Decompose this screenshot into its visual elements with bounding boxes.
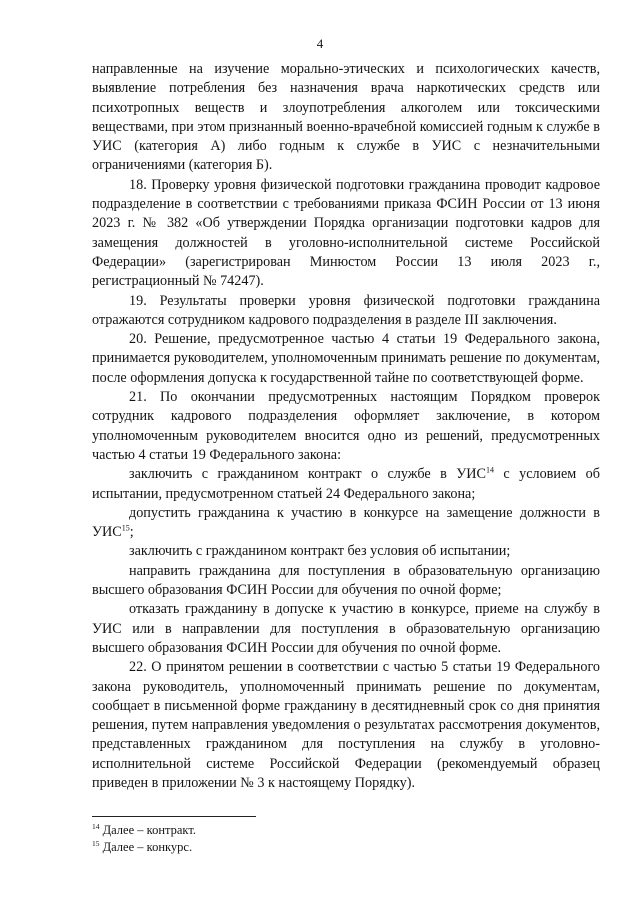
footnote-14: $^{14}$ Далее – контракт. [92, 821, 196, 837]
paragraph-20: 20. Решение, предусмотренное частью 4 статьи 19 Федерального закона, принимается руководителем, уполномоченным принимать решение по документам, после оформления допуска к государственной тайне по соответствующей форме. [92, 331, 600, 386]
paragraph-18: 18. Проверку уровня физической подготовки гражданина проводит кадровое подразделение в соответствии с требованиями приказа ФСИН России от 13 июня 2023 г. № 382 «Об утверждении Порядка организации подготовки кадров для замещения должностей в уголовно-исполнительной системе Российской Федерации» (зарегистрирован Минюстом России 13 июля 2023 г., регистрационный № 74247). [92, 176, 600, 290]
footnote-ref-14[interactable]: 14 [485, 465, 494, 475]
paragraph-21: 21. По окончании предусмотренных настоящим Порядком проверок сотрудник кадрового подразделения оформляет заключение, в котором уполномоченным руководителем вносится одно из решений, предусмотренных частью 4 статьи 19 Федерального закона: [92, 389, 600, 463]
document-body [92, 60, 600, 793]
decision-option-contract-with-probation: заключить с гражданином контракт о службе в УИС$^{14}$ с условием об испытании, предусмотренном статьей 24 Федерального закона; [92, 465, 600, 502]
decision-option-education: направить гражданина для поступления в образовательную организацию высшего образования ФСИН России для обучения по очной форме; [92, 562, 600, 599]
page-number: 4 [316, 36, 324, 51]
paragraph-19: 19. Результаты проверки уровня физической подготовки гражданина отражаются сотрудником кадрового подразделения в разделе III заключения. [92, 292, 600, 328]
decision-option-contract-without-probation: заключить с гражданином контракт без условия об испытании; [129, 543, 511, 560]
footnote-separator [92, 816, 256, 817]
paragraph-22: 22. О принятом решении в соответствии с частью 5 статьи 19 Федерального закона руководитель, уполномоченный принимать решение по документам, сообщает в письменной форме гражданину в десятидневный срок со дня принятия решения, путем направления уведомления о результатах рассмотрения документов, представленных гражданином для поступления на службу в уголовно-исполнительной системе Российской Федерации (рекомендуемый образец приведен в приложении № 3 к настоящему Порядку). [92, 659, 600, 791]
decision-option-refusal: отказать гражданину в допуске к участию в конкурсе, приеме на службу в УИС или в направлении для поступления в образовательную организацию высшего образования ФСИН России для обучения по очной форме. [92, 601, 600, 656]
paragraph: направленные на изучение морально-этических и психологических качеств, выявление потребления без назначения врача наркотических средств или психотропных веществ и злоупотребления алкоголем или токсическими веществами, при этом признанный военно-врачебной комиссией годным к службе в УИС (категория А) либо годным к службе в УИС с незначительными ограничениями (категория Б). [92, 61, 600, 174]
footnote-15: $^{15}$ Далее – конкурс. [92, 838, 193, 854]
footnotes [92, 822, 600, 856]
footnote-ref-15[interactable]: 15 [121, 523, 130, 533]
decision-option-competition: допустить гражданина к участию в конкурсе на замещение должности в УИС$^{15}$; [92, 504, 600, 541]
